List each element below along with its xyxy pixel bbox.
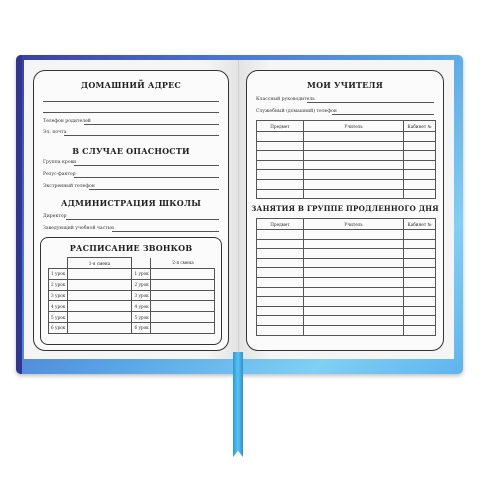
shift1-header: 1-я смена [67, 258, 132, 269]
teacher-col: Учитель [304, 219, 404, 230]
right-page [239, 60, 454, 359]
room-col: Кабинет № [404, 121, 436, 132]
parents-phone-line [84, 124, 219, 125]
lesson-label: 5 урок [49, 312, 68, 323]
director-label: Директор [43, 214, 67, 219]
extended-day-title: ЗАНЯТИЯ В ГРУППЕ ПРОДЛЕННОГО ДНЯ [251, 204, 439, 213]
shift2-header: 2-я смена [151, 258, 215, 269]
emergency-title: В СЛУЧАЕ ОПАСНОСТИ [72, 146, 190, 156]
class-teacher-line [307, 102, 434, 103]
bell-corner-cell [49, 258, 68, 269]
blood-group-line [74, 165, 219, 166]
bell-corner-cell [132, 258, 151, 269]
email-label: Эл. почта [43, 130, 67, 135]
right-panel [246, 70, 444, 351]
emergency-phone-label: Экстренный телефон [43, 184, 95, 189]
blood-group-label: Группа крови [43, 160, 77, 165]
lesson-label: 4 урок [49, 301, 68, 312]
lesson-label: 1 урок [49, 269, 68, 280]
bell-schedule-box [40, 237, 222, 345]
bell-schedule-table [48, 257, 215, 334]
lesson-label: 3 урок [49, 290, 68, 301]
address-line-2 [43, 112, 219, 113]
lesson-label: 2 урок [132, 279, 151, 290]
teachers-table [256, 120, 436, 199]
email-line [64, 135, 219, 136]
teacher-col: Учитель [304, 121, 404, 132]
notebook-spine-edge [16, 55, 22, 374]
left-panel [33, 70, 229, 351]
class-teacher-label: Классный руководитель [256, 97, 315, 102]
bookmark-ribbon [233, 352, 243, 457]
subject-col: Предмет [257, 219, 304, 230]
bell-schedule-title: РАСПИСАНИЕ ЗВОНКОВ [69, 243, 193, 253]
parents-phone-label: Телефон родителей [43, 119, 91, 124]
lesson-label: 5 урок [132, 312, 151, 323]
extended-day-table [256, 218, 436, 336]
head-teacher-label: Заведующий учебной частью [43, 226, 115, 231]
school-admin-title: АДМИНИСТРАЦИЯ ШКОЛЫ [60, 198, 202, 208]
address-line-1 [43, 101, 219, 102]
head-teacher-line [112, 231, 219, 232]
lesson-label: 1 урок [132, 269, 151, 280]
emergency-phone-line [89, 189, 219, 190]
work-phone-line [332, 114, 434, 115]
lesson-label: 6 урок [132, 322, 151, 333]
room-col: Кабинет № [404, 219, 436, 230]
rh-factor-line [74, 177, 219, 178]
lesson-label: 6 урок [49, 322, 68, 333]
lesson-label: 4 урок [132, 301, 151, 312]
director-line [66, 219, 219, 220]
rh-factor-label: Резус-фактор [43, 172, 76, 177]
left-page [24, 60, 239, 359]
lesson-label: 3 урок [132, 290, 151, 301]
lesson-label: 2 урок [49, 279, 68, 290]
work-phone-label: Служебный (домашний) телефон [256, 109, 337, 114]
home-address-title: ДОМАШНИЙ АДРЕС [81, 80, 181, 90]
my-teachers-title: МОИ УЧИТЕЛЯ [307, 80, 383, 90]
subject-col: Предмет [257, 121, 304, 132]
